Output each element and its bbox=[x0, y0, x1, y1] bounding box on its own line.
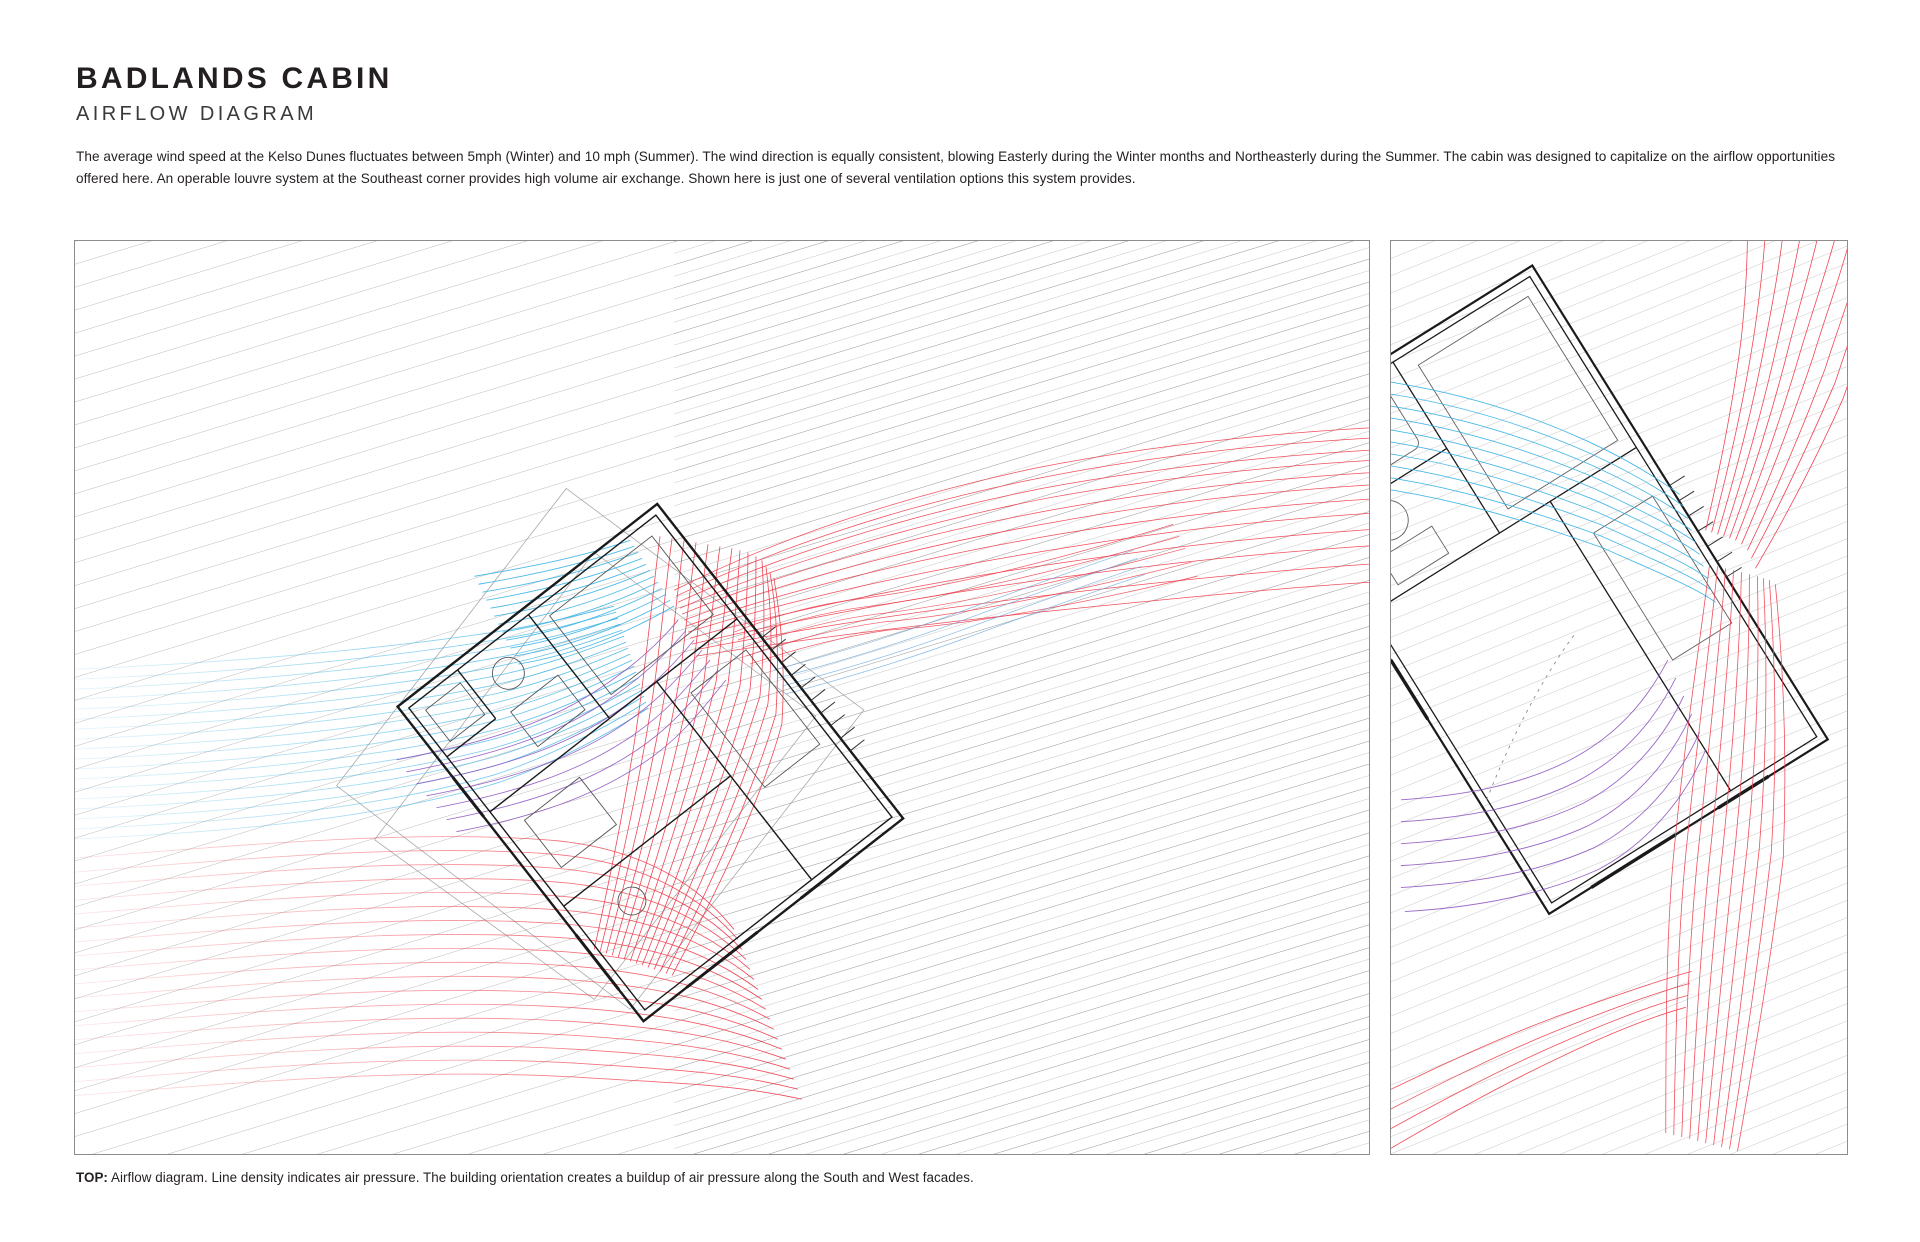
airflow-plan-overview bbox=[74, 240, 1370, 1155]
figure-caption bbox=[76, 1170, 974, 1185]
caption-label: TOP: bbox=[76, 1170, 108, 1185]
diagram-panels bbox=[74, 240, 1848, 1155]
page-subtitle: AIRFLOW DIAGRAM bbox=[76, 102, 318, 125]
page-title: BADLANDS CABIN bbox=[76, 62, 393, 95]
sheet-header bbox=[76, 62, 1856, 126]
caption-text: Airflow diagram. Line density indicates air pressure. The building orientation creates a buildup of air pressure along the South and West facades. bbox=[110, 1170, 974, 1185]
description-paragraph: The average wind speed at the Kelso Dunes fluctuates between 5mph (Winter) and 10 mph (Summer). The wind direction is equally consistent, blowing Easterly during the Winter months and Northeasterly during the Summer. The cabin was designed to capitalize on the airflow opportunities offered here. An operable louvre system at the Southeast corner provides high volume air exchange. Shown here is just one of several ventilation options this system provides. bbox=[76, 149, 1836, 187]
airflow-plan-detail bbox=[1390, 240, 1848, 1155]
